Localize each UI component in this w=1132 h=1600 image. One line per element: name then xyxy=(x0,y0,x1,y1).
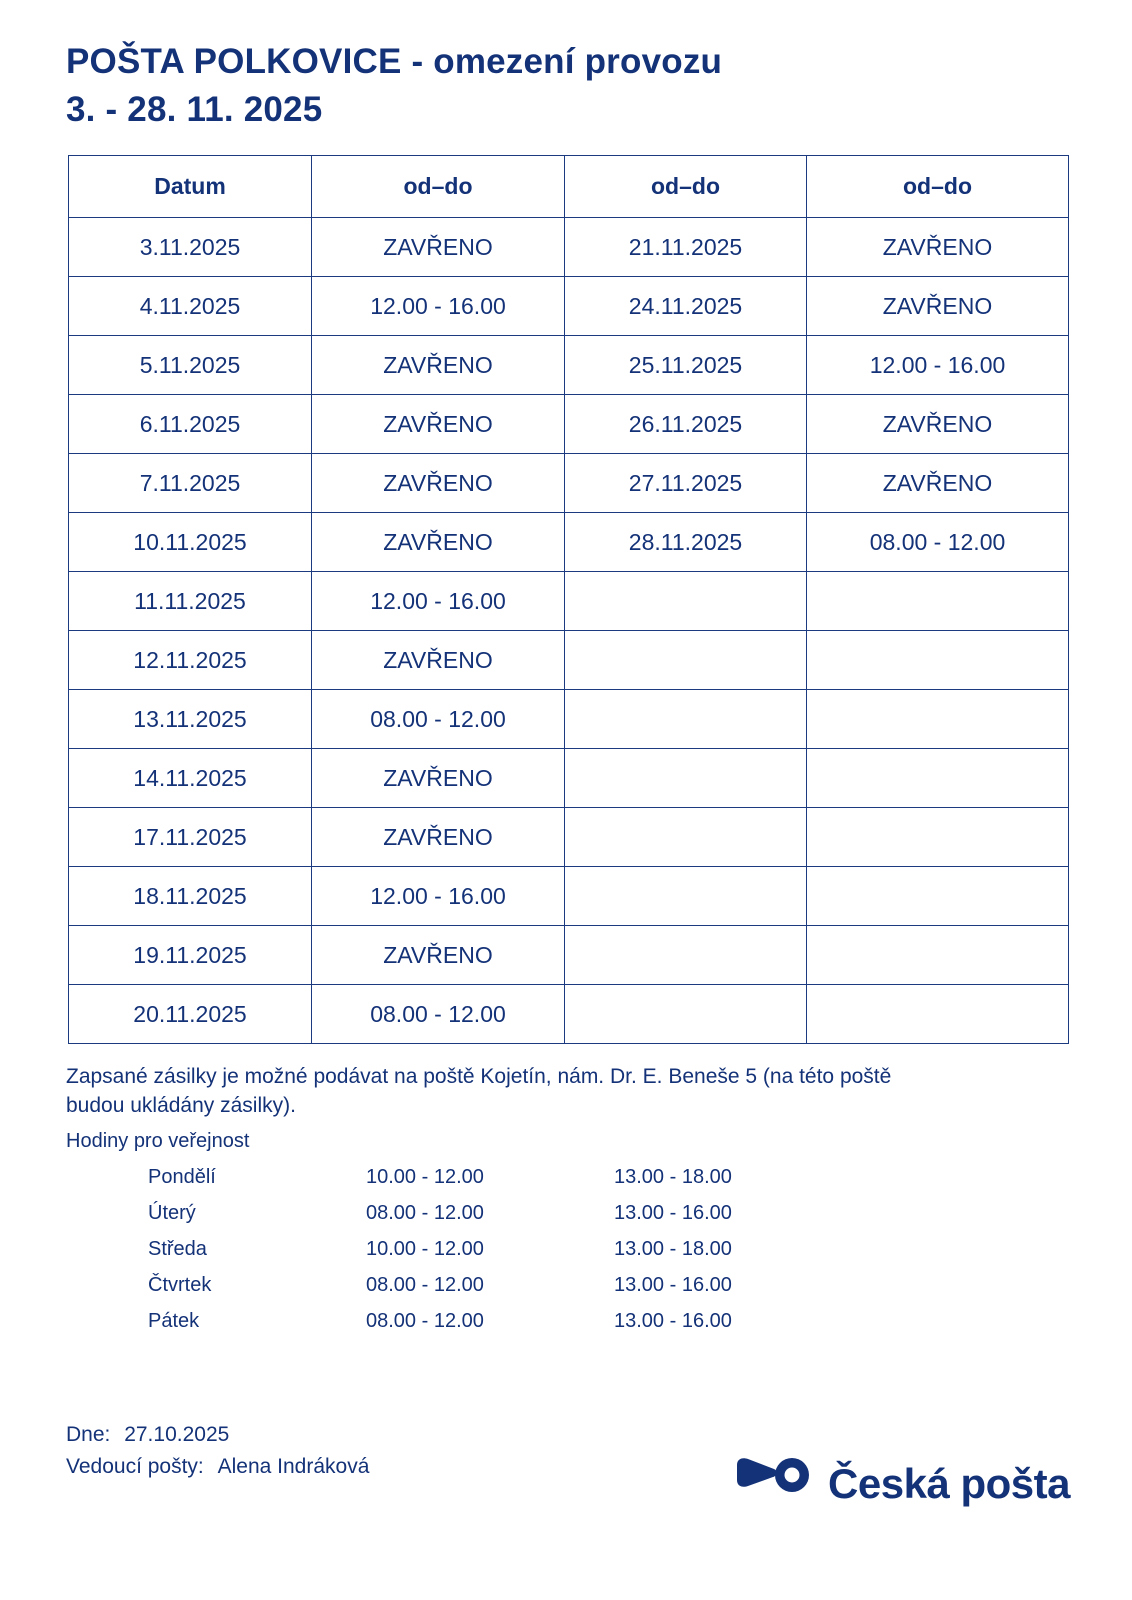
cell-date-right: 25.11.2025 xyxy=(565,336,807,395)
footer-date-label: Dne: xyxy=(66,1423,111,1446)
hours-day: Čtvrtek xyxy=(148,1273,212,1296)
cell-hours-right xyxy=(807,749,1069,808)
hours-morning: 08.00 - 12.00 xyxy=(366,1201,484,1224)
cell-hours-right xyxy=(807,926,1069,985)
cell-hours-right xyxy=(807,572,1069,631)
hours-day: Středa xyxy=(148,1237,207,1260)
cell-date-right xyxy=(565,926,807,985)
table-row xyxy=(69,277,1069,336)
page-title xyxy=(66,38,1072,133)
footer-date-row xyxy=(66,1419,369,1451)
table-row xyxy=(69,336,1069,395)
ceska-posta-wordmark: Česká pošta xyxy=(828,1459,1070,1507)
footer-block xyxy=(66,1419,369,1482)
cell-hours-left: ZAVŘENO xyxy=(312,395,565,454)
registered-mail-note xyxy=(66,1063,1026,1120)
cell-hours-right xyxy=(807,985,1069,1044)
hours-day: Pátek xyxy=(148,1309,200,1332)
cell-date-right xyxy=(565,985,807,1044)
table-row xyxy=(69,572,1069,631)
hours-afternoon: 13.00 - 18.00 xyxy=(614,1237,732,1260)
cell-date-left: 19.11.2025 xyxy=(69,926,312,985)
cell-hours-left: 08.00 - 12.00 xyxy=(312,690,565,749)
column-header-datum: Datum xyxy=(69,156,312,218)
column-header-od-do-2: od–do xyxy=(565,156,807,218)
hours-morning: 10.00 - 12.00 xyxy=(366,1165,484,1188)
cell-date-right xyxy=(565,867,807,926)
cell-hours-left: 08.00 - 12.00 xyxy=(312,985,565,1044)
hours-row xyxy=(148,1303,854,1339)
cell-date-left: 14.11.2025 xyxy=(69,749,312,808)
ceska-posta-logo xyxy=(734,1455,1070,1512)
hours-row xyxy=(148,1195,854,1231)
table-row xyxy=(69,867,1069,926)
cell-hours-left: ZAVŘENO xyxy=(312,749,565,808)
footer-manager-value: Alena Indráková xyxy=(217,1454,370,1478)
page-title-line-1: POŠTA POLKOVICE - omezení provozu xyxy=(66,42,723,81)
cell-hours-right: ZAVŘENO xyxy=(807,218,1069,277)
cell-hours-right: ZAVŘENO xyxy=(807,454,1069,513)
public-hours-label: Hodiny pro veřejnost xyxy=(66,1130,250,1153)
table-row xyxy=(69,690,1069,749)
cell-hours-right: 12.00 - 16.00 xyxy=(807,336,1069,395)
cell-date-right xyxy=(565,631,807,690)
hours-afternoon: 13.00 - 16.00 xyxy=(614,1273,732,1296)
cell-hours-right: ZAVŘENO xyxy=(807,277,1069,336)
cell-hours-left: ZAVŘENO xyxy=(312,808,565,867)
cell-date-right: 21.11.2025 xyxy=(565,218,807,277)
table-row xyxy=(69,218,1069,277)
cell-hours-left: ZAVŘENO xyxy=(312,631,565,690)
hours-row xyxy=(148,1159,854,1195)
hours-afternoon: 13.00 - 16.00 xyxy=(614,1201,732,1224)
cell-hours-right xyxy=(807,808,1069,867)
hours-morning: 10.00 - 12.00 xyxy=(366,1237,484,1260)
cell-hours-right: 08.00 - 12.00 xyxy=(807,513,1069,572)
table-row xyxy=(69,985,1069,1044)
page-title-line-2: 3. - 28. 11. 2025 xyxy=(66,89,323,129)
cell-date-left: 5.11.2025 xyxy=(69,336,312,395)
hours-morning: 08.00 - 12.00 xyxy=(366,1273,484,1296)
footer-manager-row xyxy=(66,1451,369,1483)
cell-date-right xyxy=(565,690,807,749)
cell-date-left: 4.11.2025 xyxy=(69,277,312,336)
hours-row xyxy=(148,1231,854,1267)
cell-date-left: 17.11.2025 xyxy=(69,808,312,867)
cell-date-left: 13.11.2025 xyxy=(69,690,312,749)
cell-date-left: 11.11.2025 xyxy=(69,572,312,631)
table-row xyxy=(69,808,1069,867)
hours-afternoon: 13.00 - 16.00 xyxy=(614,1309,732,1332)
hours-day: Pondělí xyxy=(148,1165,216,1188)
ceska-posta-mark-icon xyxy=(734,1455,812,1512)
hours-day: Úterý xyxy=(148,1201,196,1224)
cell-hours-right xyxy=(807,690,1069,749)
footer-date-value: 27.10.2025 xyxy=(124,1423,230,1446)
cell-hours-left: ZAVŘENO xyxy=(312,926,565,985)
cell-date-right xyxy=(565,572,807,631)
footer-manager-label: Vedoucí pošty: xyxy=(66,1454,204,1478)
cell-date-right: 27.11.2025 xyxy=(565,454,807,513)
cell-hours-left: ZAVŘENO xyxy=(312,513,565,572)
cell-date-right: 24.11.2025 xyxy=(565,277,807,336)
table-row xyxy=(69,926,1069,985)
cell-date-left: 20.11.2025 xyxy=(69,985,312,1044)
cell-date-right: 28.11.2025 xyxy=(565,513,807,572)
cell-hours-left: ZAVŘENO xyxy=(312,218,565,277)
cell-date-right xyxy=(565,808,807,867)
cell-hours-right xyxy=(807,867,1069,926)
hours-afternoon: 13.00 - 18.00 xyxy=(614,1165,732,1188)
cell-hours-left: ZAVŘENO xyxy=(312,336,565,395)
table-row xyxy=(69,631,1069,690)
cell-date-left: 3.11.2025 xyxy=(69,218,312,277)
note-line-1: Zapsané zásilky je možné podávat na poště Kojetín, nám. Dr. E. Beneše 5 (na této poště xyxy=(66,1065,892,1089)
cell-date-left: 12.11.2025 xyxy=(69,631,312,690)
column-header-od-do-1: od–do xyxy=(312,156,565,218)
table-row xyxy=(69,749,1069,808)
cell-date-right: 26.11.2025 xyxy=(565,395,807,454)
table-row xyxy=(69,395,1069,454)
table-row xyxy=(69,454,1069,513)
cell-hours-left: 12.00 - 16.00 xyxy=(312,277,565,336)
cell-hours-left: 12.00 - 16.00 xyxy=(312,572,565,631)
hours-morning: 08.00 - 12.00 xyxy=(366,1309,484,1332)
cell-hours-right xyxy=(807,631,1069,690)
cell-hours-left: 12.00 - 16.00 xyxy=(312,867,565,926)
hours-row xyxy=(148,1267,854,1303)
cell-date-left: 18.11.2025 xyxy=(69,867,312,926)
cell-date-right xyxy=(565,749,807,808)
table-header-row xyxy=(69,156,1069,218)
cell-date-left: 6.11.2025 xyxy=(69,395,312,454)
cell-date-left: 10.11.2025 xyxy=(69,513,312,572)
note-line-2: budou ukládány zásilky). xyxy=(66,1093,296,1117)
public-hours-table xyxy=(148,1159,854,1339)
table-row xyxy=(69,513,1069,572)
closure-schedule-table xyxy=(68,155,1069,1044)
cell-hours-right: ZAVŘENO xyxy=(807,395,1069,454)
cell-date-left: 7.11.2025 xyxy=(69,454,312,513)
cell-hours-left: ZAVŘENO xyxy=(312,454,565,513)
column-header-od-do-3: od–do xyxy=(807,156,1069,218)
